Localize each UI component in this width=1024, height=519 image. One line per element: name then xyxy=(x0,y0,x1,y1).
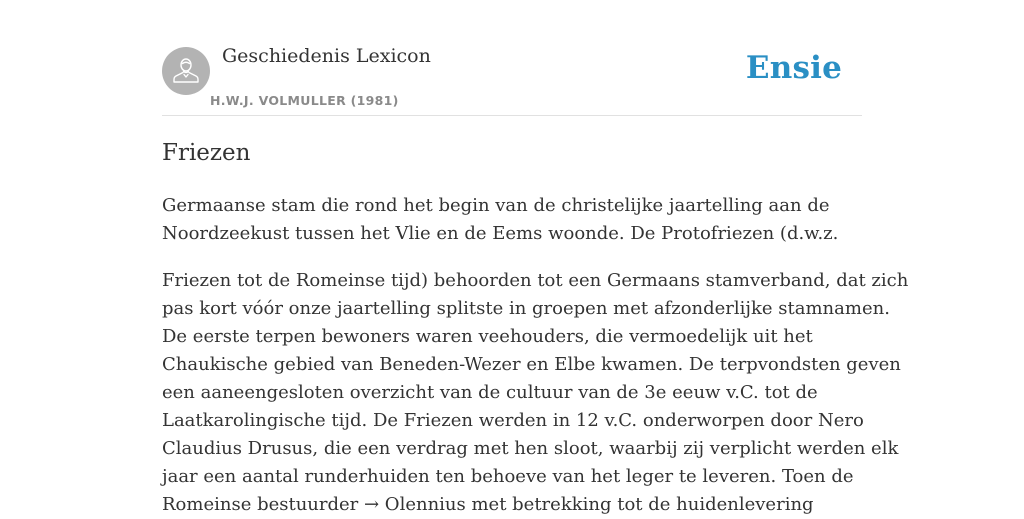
paragraph-line: Romeinse bestuurder → Olennius met betrekking tot de huidenlevering xyxy=(162,494,814,515)
paragraph-line: Germaanse stam die rond het begin van de christelijke jaartelling aan de xyxy=(162,195,830,216)
paragraph-line: pas kort vóór onze jaartelling splitste in groepen met afzonderlijke stamnamen. xyxy=(162,298,890,319)
header xyxy=(162,0,862,116)
lexicon-title[interactable]: Geschiedenis Lexicon xyxy=(222,45,431,67)
author-name[interactable]: H.W.J. VOLMULLER (1981) xyxy=(210,93,399,108)
paragraph-line: Chaukische gebied van Beneden-Wezer en Elbe kwamen. De terpvondsten geven xyxy=(162,354,901,375)
entry-paragraph-2 xyxy=(162,267,909,519)
paragraph-line: een aaneengesloten overzicht van de cultuur van de 3e eeuw v.C. tot de xyxy=(162,382,818,403)
user-silhouette-icon xyxy=(162,47,210,95)
paragraph-line: De eerste terpen bewoners waren veehouders, die vermoedelijk uit het xyxy=(162,326,813,347)
author-avatar[interactable] xyxy=(162,47,210,95)
paragraph-line: Noordzeekust tussen het Vlie en de Eems woonde. De Protofriezen (d.w.z. xyxy=(162,223,839,244)
paragraph-line: jaar een aantal runderhuiden ten behoeve van het leger te leveren. Toen de xyxy=(162,466,854,487)
paragraph-line: Friezen tot de Romeinse tijd) behoorden tot een Germaans stamverband, dat zich xyxy=(162,270,909,291)
entry-paragraph-1 xyxy=(162,192,862,248)
paragraph-line: Laatkarolingische tijd. De Friezen werden in 12 v.C. onderworpen door Nero xyxy=(162,410,864,431)
page xyxy=(162,0,909,515)
paragraph-line: Claudius Drusus, die een verdrag met hen sloot, waarbij zij verplicht werden elk xyxy=(162,438,899,459)
entry-title: Friezen xyxy=(162,140,251,166)
ensie-logo[interactable]: Ensie xyxy=(745,50,842,86)
